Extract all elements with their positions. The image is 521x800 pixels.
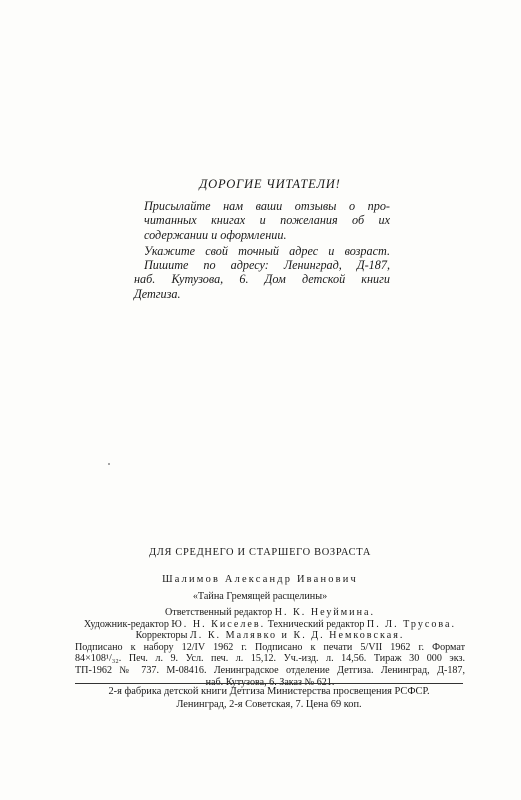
- print-line-4: наб. Кутузова, 6. Заказ № 621.: [205, 676, 335, 688]
- print-line-3: ТП-1962 № 737. М-08416. Ленинградское отделение Детгиза. Ленинград, Д-187,: [75, 664, 465, 676]
- proof-label: Корректоры: [135, 630, 188, 642]
- artist-tech-line: [75, 619, 465, 631]
- proofreaders-line: [75, 630, 465, 642]
- appeal-paragraph-2: [134, 244, 390, 301]
- author-name: Шалимов Александр Иванович: [162, 574, 358, 585]
- imprint-credits: [75, 607, 465, 688]
- appeal-line: Пишите по адресу: Ленинград, Д-187,: [144, 258, 390, 273]
- editor-line: [75, 607, 465, 619]
- tech-label: Технический редактор: [267, 618, 365, 630]
- factory-line-1: 2-я фабрика детской книги Детгиза Министерства просвещения РСФСР.: [108, 686, 430, 697]
- tech-name: П. Л. Трусова.: [366, 618, 457, 630]
- artist-name: Ю. Н. Киселев.: [171, 618, 266, 630]
- editor-name: Н. К. Неуймина.: [274, 607, 375, 618]
- editor-label: Ответственный редактор: [165, 607, 273, 618]
- appeal-line: наб. Кутузова, 6. Дом детской книги: [134, 272, 390, 287]
- print-line-1: Подписано к набору 12/IV 1962 г. Подписано к печати 5/VII 1962 г. Формат: [75, 641, 465, 653]
- appeal-line: Укажите свой точный адрес и возраст.: [144, 243, 390, 258]
- book-title: «Тайна Гремящей расщелины»: [192, 591, 328, 602]
- appeal-line: читанных книгах и пожелания об их: [144, 213, 390, 228]
- divider-rule: [75, 683, 463, 684]
- print-line-2: 84×108¹/₃₂. Печ. л. 9. Усл. печ. л. 15,12. Уч.-изд. л. 14,56. Тираж 30 000 экз.: [75, 653, 465, 665]
- proof-names: Л. К. Малявко и К. Д. Немковская.: [189, 630, 405, 642]
- age-group: ДЛЯ СРЕДНЕГО И СТАРШЕГО ВОЗРАСТА: [148, 547, 372, 558]
- appeal-line: содержании и оформлении.: [144, 227, 287, 242]
- appeal-line: Детгиза.: [134, 286, 181, 301]
- artist-label: Художник-редактор: [83, 618, 169, 630]
- print-speck: [108, 463, 110, 465]
- factory-info: [75, 686, 463, 711]
- appeal-line: Присылайте нам ваши отзывы о про-: [144, 199, 390, 213]
- appeal-title: ДОРОГИЕ ЧИТАТЕЛИ!: [199, 177, 341, 191]
- factory-line-2: Ленинград, 2-я Советская, 7. Цена 69 коп.: [176, 698, 362, 710]
- appeal-paragraph-1: [134, 199, 390, 242]
- appeal-body: [134, 199, 390, 301]
